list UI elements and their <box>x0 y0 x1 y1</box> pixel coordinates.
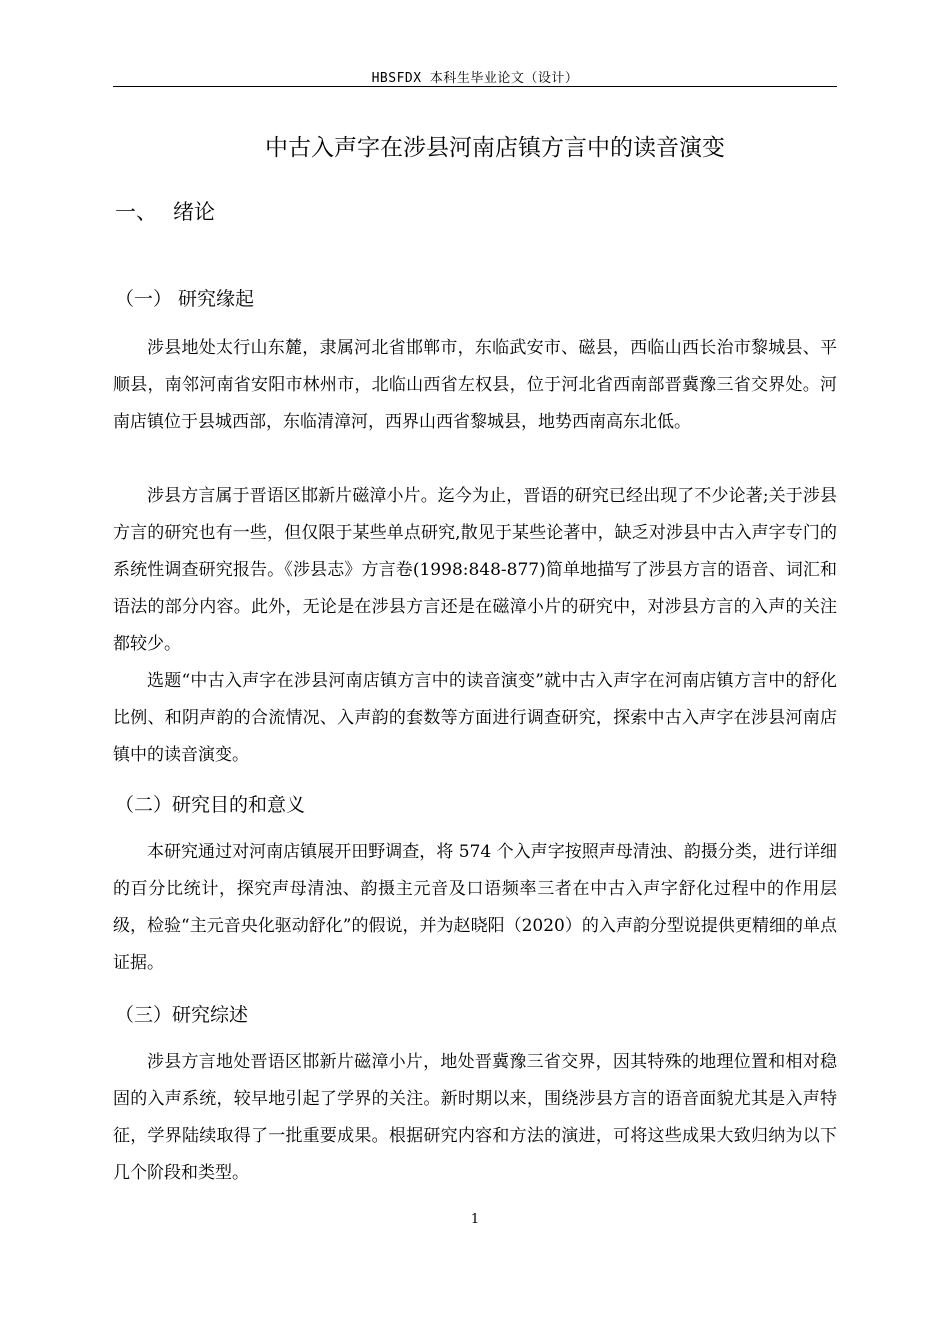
page-number: 1 <box>470 1212 480 1227</box>
subsection-heading-origin: （一） 研究缘起 <box>115 288 255 310</box>
body-paragraph: 涉县方言地处晋语区邯新片磁漳小片，地处晋冀豫三省交界，因其特殊的地理位置和相对稳固的入声系统，较早地引起了学界的关注。新时期以来，围绕涉县方言的语音面貌尤其是入声特征，学界陆续取得了一批重要成果。根据研究内容和方法的演进，可将这些成果大致归纳为以下几个阶段和类型。 <box>113 1052 837 1183</box>
subsection-heading-review: （三）研究综述 <box>115 1004 249 1026</box>
section-heading-introduction <box>115 198 215 226</box>
paper-title: 中古入声字在涉县河南店镇方言中的读音演变 <box>265 135 725 161</box>
section-title: 绪论 <box>173 200 215 224</box>
section-number: 一、 <box>115 200 157 224</box>
body-paragraph: 本研究通过对河南店镇展开田野调查，将 574 个入声字按照声母清浊、韵摄分类，进行详细的百分比统计，探究声母清浊、韵摄主元音及口语频率三者在中古入声字舒化过程中的作用层级，检验“主元音央化驱动舒化”的假说，并为赵晓阳（2020）的入声韵分型说提供更精细的单点证据。 <box>113 842 837 973</box>
running-header: HBSFDX 本科生毕业论文（设计） <box>371 71 579 86</box>
header-rule <box>113 86 837 87</box>
body-paragraph: 涉县地处太行山东麓，隶属河北省邯郸市，东临武安市、磁县，西临山西长治市黎城县、平顺县，南邻河南省安阳市林州市，北临山西省左权县，位于河北省西南部晋冀豫三省交界处。河南店镇位于县城西部，东临清漳河，西界山西省黎城县，地势西南高东北低。 <box>113 338 837 432</box>
subsection-heading-purpose: （二）研究目的和意义 <box>115 794 306 816</box>
body-paragraph: 涉县方言属于晋语区邯新片磁漳小片。迄今为止，晋语的研究已经出现了不少论著;关于涉县方言的研究也有一些，但仅限于某些单点研究,散见于某些论著中，缺乏对涉县中古入声字专门的系统性调查研究报告。《涉县志》方言卷(1998:848-877)简单地描写了涉县方言的语音、词汇和语法的部分内容。此外，无论是在涉县方言还是在磁漳小片的研究中，对涉县方言的入声的关注都较少。 <box>113 486 837 654</box>
body-paragraph: 选题“中古入声字在涉县河南店镇方言中的读音演变”就中古入声字在河南店镇方言中的舒化比例、和阴声韵的合流情况、入声韵的套数等方面进行调查研究，探索中古入声字在涉县河南店镇中的读音演变。 <box>113 671 837 765</box>
